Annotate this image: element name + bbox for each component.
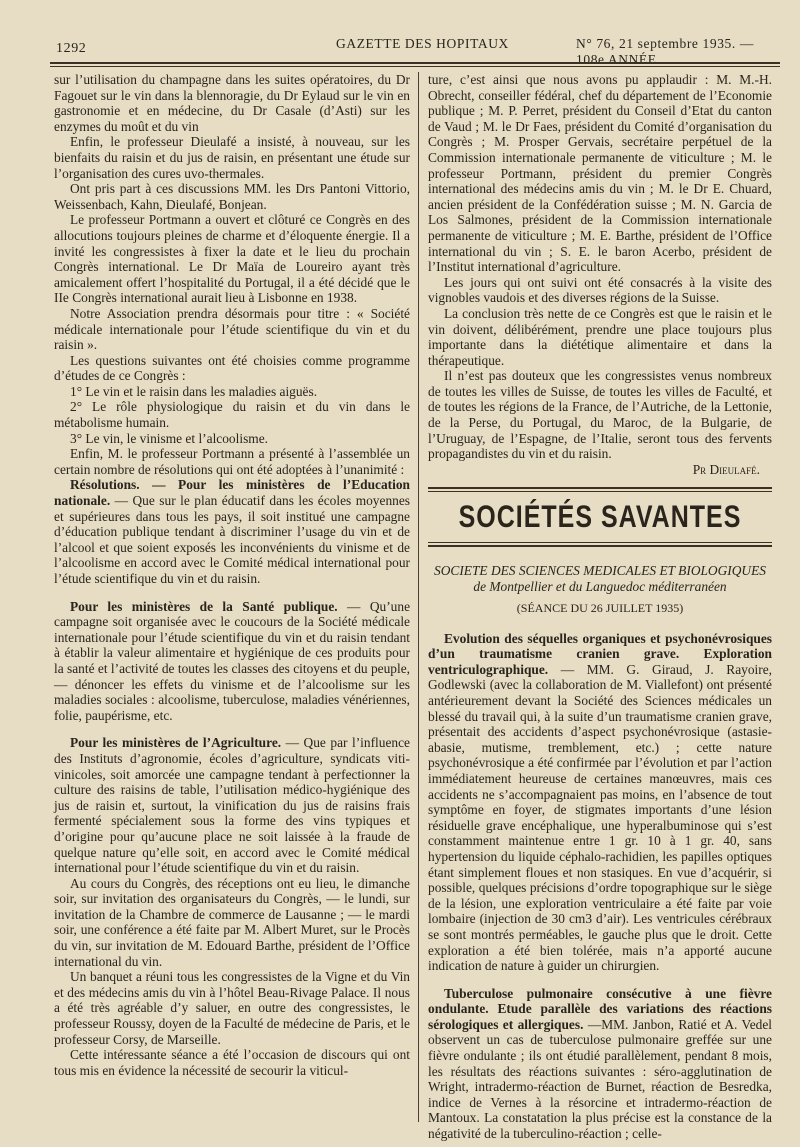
list-item: 2° Le rôle physiologique du raisin et du vin dans le métabolisme humain. bbox=[54, 399, 410, 431]
paragraph: Ont pris part à ces discussions MM. les Drs Pantoni Vittorio, Weissenbach, Kahn, Dieulafé, Bonjean. bbox=[54, 181, 410, 212]
resolution-paragraph bbox=[54, 599, 410, 724]
resolution-heading: Pour les ministères de la Santé publique. bbox=[70, 598, 338, 614]
resolution-paragraph bbox=[54, 477, 410, 586]
right-column bbox=[428, 72, 772, 1142]
paragraph: Le professeur Portmann a ouvert et clôturé ce Congrès en des allocutions toujours pleines de charme et d’éloquente énergie. Il a invité les congressistes à fixer la date et le lieu du prochain Congrès international. Le Dr Maïa de Loureiro ayant très amicalement offert l’hospitalité du Portugal, il a été décidé que le IIe Congrès international aurait lieu à Lisbonne en 1938. bbox=[54, 212, 410, 306]
author-signature: Pr Dieulafé. bbox=[692, 461, 760, 477]
left-column bbox=[54, 72, 410, 1078]
article-heading: Tuberculose pulmonaire consécutive à une fièvre ondulante. Etude parallèle des variations des réactions sérologiques et allergiques. bbox=[428, 985, 772, 1032]
article-text: — MM. G. Giraud, J. Rayoire, Godlewski (avec la collaboration de M. Viallefont) ont présenté antérieurement devant la Société des Sciences médicales un blessé du travail qui, à la suite d’un traumatisme cranien grave, présentait des accidents d’aspect psychonévrosique (astasie-abasie, mutisme, tremblement, etc.) ; cette nature psychonévrosique a été confirmée par l’évolution et par l’action immédiatement heureuse de certaines manœuvres, mais ces accidents ne s’accompagnaient pas moins, en l’absence de tout symptôme en foyer, de stigmates importants d’une lésion résiduelle grave encéphalique, une hyperalbuminose qui s’est constamment maintenue entre 1 gr. 10 à 1 gr. 40, sans hypertension du liquide céphalo-rachidien, les papilles optiques étant simplement floues et non stasiques. En vue d’acquérir, si possible, quelques précisions d’ordre topographique sur le siège de la lésion, une exploration ventriculaire a été faite par voie lombaire (injection de 30 cm3 d’air). Les ventricules cérébraux se sont montrés perméables, le gauche plus que le droit. Cette exploration a été bien tolérée, mais n’a apporté aucune indication de nature à guider un chirurgien. bbox=[428, 661, 772, 974]
page-number: 1292 bbox=[56, 41, 87, 56]
paragraph: Il n’est pas douteux que les congressistes venus nombreux de toutes les villes de Suisse, de toutes les villes de Faculté, et de toutes les régions de la France, de l’Autriche, de la Lettonie, de la Perse, du Portugal, du Maroc, de la Bulgarie, de l’Uruguay, de l’Espagne, de l’Italie, seront tous des fervents propagandistes du vin et du raisin. bbox=[428, 368, 772, 462]
issue-info: N° 76, 21 septembre 1935. — 108e ANNÉE. bbox=[576, 36, 754, 67]
paragraph: Enfin, M. le professeur Portmann a présenté à l’assemblée un certain nombre de résolutions qui ont été adoptées à l’unanimité : bbox=[54, 446, 410, 477]
list-item: 3° Le vin, le vinisme et l’alcoolisme. bbox=[70, 430, 268, 446]
resolution-heading: Pour les ministères de l’Agriculture. bbox=[70, 735, 282, 751]
article-paragraph bbox=[428, 986, 772, 1142]
paragraph: Cette intéressante séance a été l’occasion de discours qui ont tous mis en évidence la nécessité de secourir la viticul- bbox=[54, 1047, 410, 1078]
section-rule bbox=[428, 545, 772, 547]
paragraph: Les questions suivantes ont été choisies comme programme d’études de ce Congrès : bbox=[54, 352, 410, 384]
header-rule-thin bbox=[50, 66, 780, 67]
article-text: —MM. Janbon, Ratié et A. Vedel observent un cas de tuberculose pulmonaire greffée sur une fièvre ondulante ; ils ont étudié parallèlement, pendant 8 mois, les résultats des réactions suivantes : séro-agglutination de Wright, intradermo-réaction de Burnet, réaction de Besredka, indice de Vernes à la résorcine et intradermo-réaction de Mantoux. La constatation la plus précise est la constance de la négativité de la tuberculino-réaction ; celle- bbox=[428, 1016, 772, 1142]
paragraph: Notre Association prendra désormais pour titre : « Société médicale internationale pour l’étude scientifique du vin et du raisin ». bbox=[54, 305, 410, 353]
paragraph: La conclusion très nette de ce Congrès est que le raisin et le vin doivent, délibérément, prendre une place toujours plus importante dans la diététique alimentaire et dans la thérapeutique. bbox=[428, 305, 772, 368]
article-heading: Evolution des séquelles organiques et psychonévrosiques d’un traumatisme cranien grave. Exploration ventriculographique. bbox=[428, 630, 772, 677]
journal-title: GAZETTE DES HOPITAUX bbox=[336, 36, 509, 51]
header-rule bbox=[50, 62, 780, 64]
section-title: SOCIÉTÉS SAVANTES bbox=[458, 499, 742, 535]
article-paragraph bbox=[428, 631, 772, 974]
section-rule-thin bbox=[428, 542, 772, 543]
list-item: 1° Le vin et le raisin dans les maladies aiguës. bbox=[70, 383, 318, 399]
session-date: (SÉANCE DU 26 JUILLET 1935) bbox=[516, 601, 684, 616]
column-divider bbox=[418, 72, 419, 1122]
paragraph: Au cours du Congrès, des réceptions ont eu lieu, le dimanche soir, sur invitation des organisateurs du Congrès, — le lundi, sur invitation de la Chambre de commerce de Lausanne ; — le mardi soir, une conférence a été faite par M. Albert Muret, sur le Procès du vin, sur invitation de M. Edouard Barthe, président de l’Office international du vin. bbox=[54, 875, 410, 969]
section-rule-thin bbox=[428, 491, 772, 492]
page-header bbox=[56, 36, 774, 67]
resolution-text: — Que par l’influence des Instituts d’agronomie, écoles d’agriculture, syndicats viti-vinicoles, soit amorcée une campagne tendant à perfectionner la culture des raisins de table, l’utilisation médico-hygiénique des jus de raisin et, surtout, la vinification du jus de raisins frais fermenté spécialement sous la forme des vins typiques et d’origine pour qu’aucune place ne soit laissée à la fraude de quelque nature qu’elle soit, en accord avec le Comité médical international pour l’étude scientifique du vin et du raisin. bbox=[54, 735, 410, 876]
society-name: SOCIETE DES SCIENCES MEDICALES ET BIOLOGIQUES de Montpellier et du Languedoc méditerranéen bbox=[434, 563, 766, 595]
paragraph: Un banquet a réuni tous les congressistes de la Vigne et du Vin et des médecins amis du vin à l’hôtel Beau-Rivage Palace. Il nous a été très agréable d’y saluer, en outre des congressistes, le professeur Roussy, doyen de la Faculté de médecine de Paris, et le professeur Corsy, de Marseille. bbox=[54, 969, 410, 1047]
paragraph: Les jours qui ont suivi ont été consacrés à la visite des vignobles vaudois et des diverses régions de la Suisse. bbox=[428, 274, 772, 306]
resolution-heading: Résolutions. — Pour les ministères de l’Education nationale. bbox=[54, 477, 410, 509]
resolution-text: — Que sur le plan éducatif dans les écoles moyennes et supérieures dans tous les pays, il soit institué une campagne d’éducation publique tendant à discriminer l’usage du vin et de l’alcool et que soient exposés les inconvénients du vinisme et de l’alcoolisme en accord avec le Comité médical international pour l’étude scientifique du vin et du raisin. bbox=[54, 493, 410, 586]
paragraph: Enfin, le professeur Dieulafé a insisté, à nouveau, sur les bienfaits du raisin et du jus de raisin, en présentant une étude sur l’organisation des cures uvo-thermales. bbox=[54, 134, 410, 181]
resolution-paragraph bbox=[54, 735, 410, 875]
section-rule bbox=[428, 487, 772, 489]
paragraph: sur l’utilisation du champagne dans les suites opératoires, du Dr Fagouet sur le vin dans la blennoragie, du Dr Eylaud sur le vin en gastronomie et en médecine, du Dr Casale (d’Asti) sur les enzymes du moût et du vin bbox=[54, 72, 410, 134]
resolution-text: — Qu’une campagne soit organisée avec le coucours de la Société médicale internationale pour l’étude scientifique du vin et du raisin tendant à établir la valeur alimentaire et hygiénique de ces produits pour la santé et l’activité de toutes les classes des citoyens et du peuple, — dénoncer les effets du vinisme et de l’alcoolisme sur les maladies sociales : alcoolisme, tuberculose, maladies vénériennes, folie, paupérisme, etc. bbox=[54, 598, 411, 723]
paragraph: ture, c’est ainsi que nous avons pu applaudir : M. M.-H. Obrecht, conseiller fédéral, chef du département de l’Economie publique ; M. P. Perret, président du Conseil d’Etat du canton de Vaud ; M. le Dr Faes, président du Comité d’organisation du Congrès ; M. Prosper Gervais, secrétaire perpétuel de la Commission internationale permanente de viticulture ; M. le professeur Portmann, président du premier Congrès international des médecins amis du vin ; M. le Dr E. Chuard, ancien président de la Confédération suisse ; M. N. Garcia de Los Salmones, président de la Commission internationale permanente de viticulture ; M. E. Barthe, président de l’Office international du vin ; S. E. le baron Acerbo, président de l’Institut international d’agriculture. bbox=[428, 72, 772, 275]
